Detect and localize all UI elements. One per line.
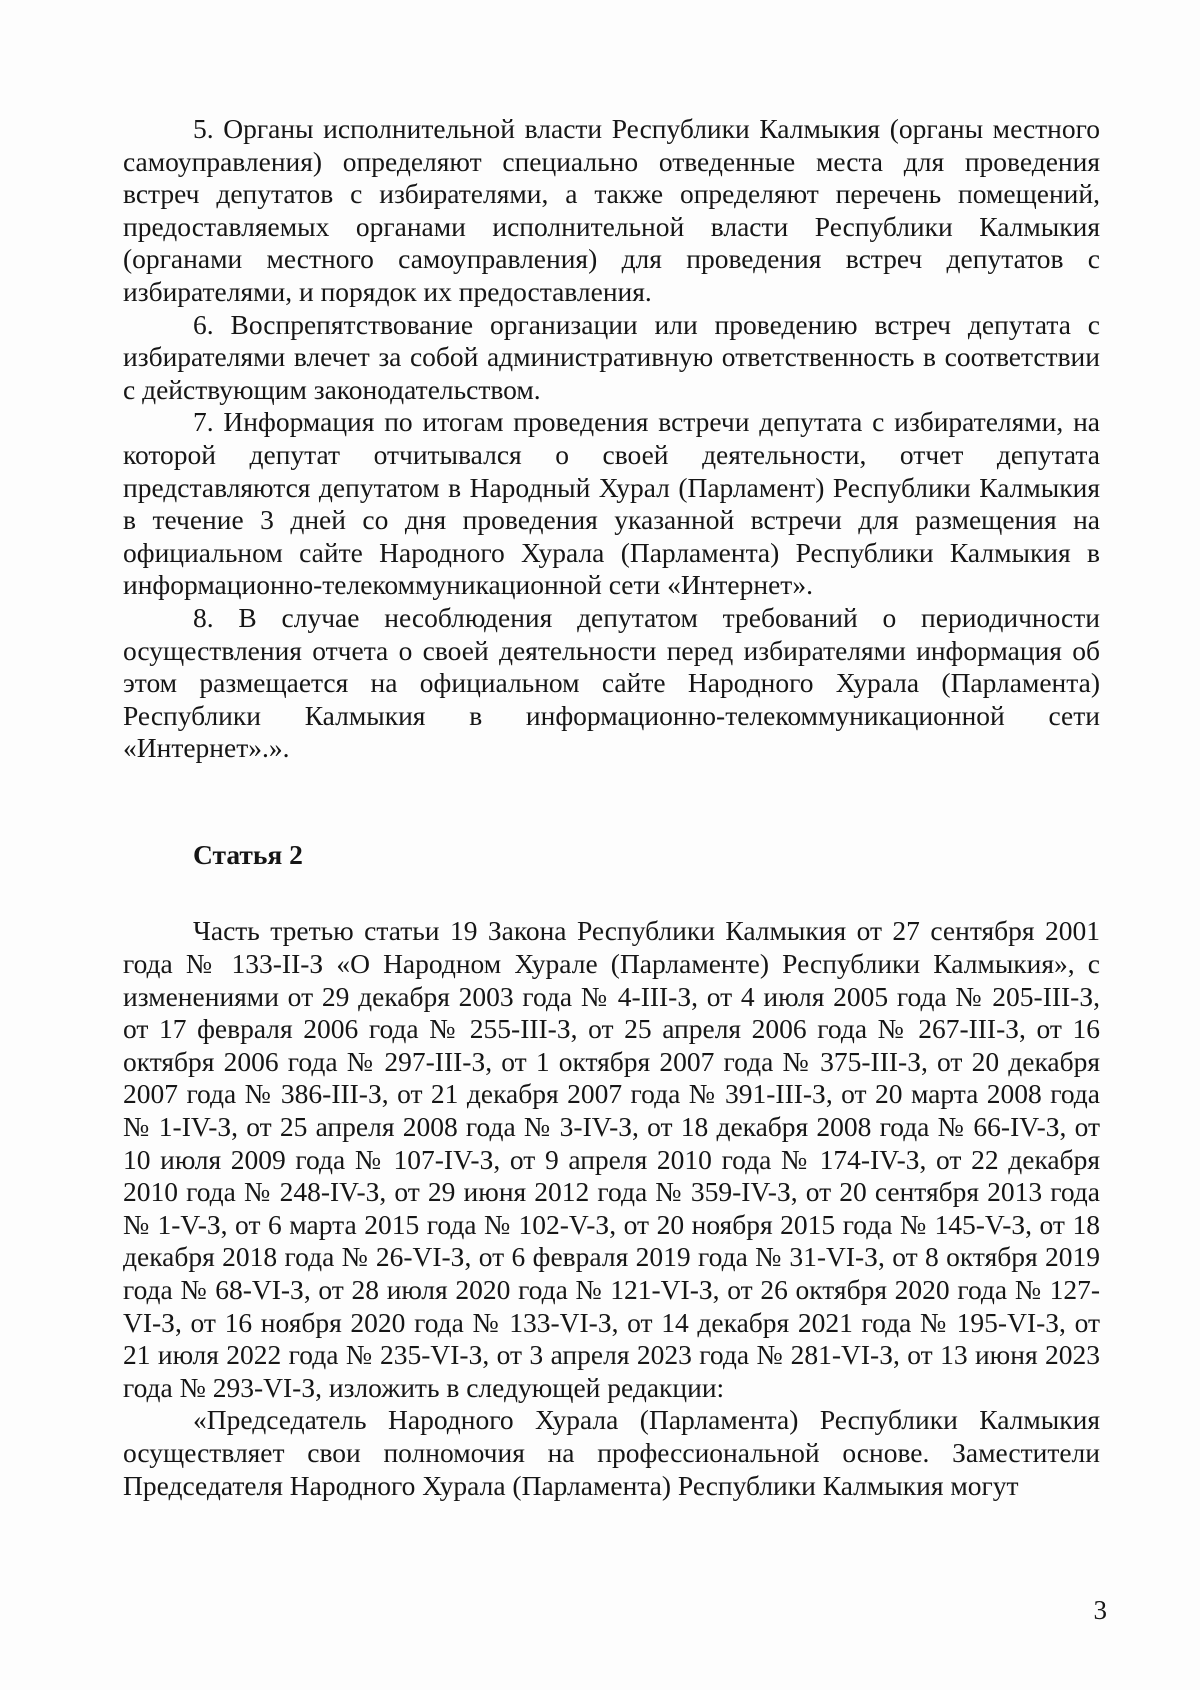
page-number: 3 xyxy=(1093,1595,1107,1625)
paragraph-8: 8. В случае несоблюдения депутатом требований о периодичности осуществления отчета о своей деятельности перед избирателями информация об этом размещается на официальном сайте Народного Хурала (Парламента) Республики Калмыкия в информационно-телекоммуникационной сети «Интернет».». xyxy=(123,601,1100,764)
heading-spacer xyxy=(123,871,1100,915)
paragraph-7: 7. Информация по итогам проведения встречи депутата с избирателями, на которой депутат отчитывался о своей деятельности, отчет депутата представляются депутатом в Народный Хурал (Парламент) Республики Калмыкия в течение 3 дней со дня проведения указанной встречи для размещения на официальном сайте Народного Хурала (Парламента) Республики Калмыкия в информационно-телекоммуникационной сети «Интернет». xyxy=(123,406,1100,601)
document-body xyxy=(123,113,1100,1502)
paragraph-6: 6. Воспрепятствование организации или проведению встреч депутата с избирателями влечет за собой административную ответственность в соответствии с действующим законодательством. xyxy=(123,308,1100,405)
article-2-paragraph: Часть третью статьи 19 Закона Республики Калмыкия от 27 сентября 2001 года № 133-II-З «О Народном Хурале (Парламенте) Республики Калмыкия», с изменениями от 29 декабря 2003 года № 4-III-З, от 4 июля 2005 года № 205-III-З, от 17 февраля 2006 года № 255-III-З, от 25 апреля 2006 года № 267-III-З, от 16 октября 2006 года № 297-III-З, от 1 октября 2007 года № 375-III-З, от 20 декабря 2007 года № 386-III-З, от 21 декабря 2007 года № 391-III-З, от 20 марта 2008 года № 1-IV-З, от 25 апреля 2008 года № 3-IV-З, от 18 декабря 2008 года № 66-IV-З, от 10 июля 2009 года № 107-IV-З, от 9 апреля 2010 года № 174-IV-З, от 22 декабря 2010 года № 248-IV-З, от 29 июня 2012 года № 359-IV-З, от 20 сентября 2013 года № 1-V-З, от 6 марта 2015 года № 102-V-З, от 20 ноября 2015 года № 145-V-З, от 18 декабря 2018 года № 26-VI-З, от 6 февраля 2019 года № 31-VI-З, от 8 октября 2019 года № 68-VI-З, от 28 июля 2020 года № 121-VI-З, от 26 октября 2020 года № 127-VI-З, от 16 ноября 2020 года № 133-VI-З, от 14 декабря 2021 года № 195-VI-З, от 21 июля 2022 года № 235-VI-З, от 3 апреля 2023 года № 281-VI-З, от 13 июня 2023 года № 293-VI-З, изложить в следующей редакции: xyxy=(123,915,1100,1403)
paragraph-5: 5. Органы исполнительной власти Республики Калмыкия (органы местного самоуправления) определяют специально отведенные места для проведения встреч депутатов с избирателями, а также определяют перечень помещений, предоставляемых органами исполнительной власти Республики Калмыкия (органами местного самоуправления) для проведения встреч депутатов с избирателями, и порядок их предоставления. xyxy=(123,113,1100,307)
article-heading: Статья 2 xyxy=(193,838,303,870)
article-2-quoted-paragraph: «Председатель Народного Хурала (Парламента) Республики Калмыкия осуществляет свои полномочия на профессиональной основе. Заместители Председателя Народного Хурала (Парламента) Республики Калмыкия могут xyxy=(123,1404,1100,1501)
